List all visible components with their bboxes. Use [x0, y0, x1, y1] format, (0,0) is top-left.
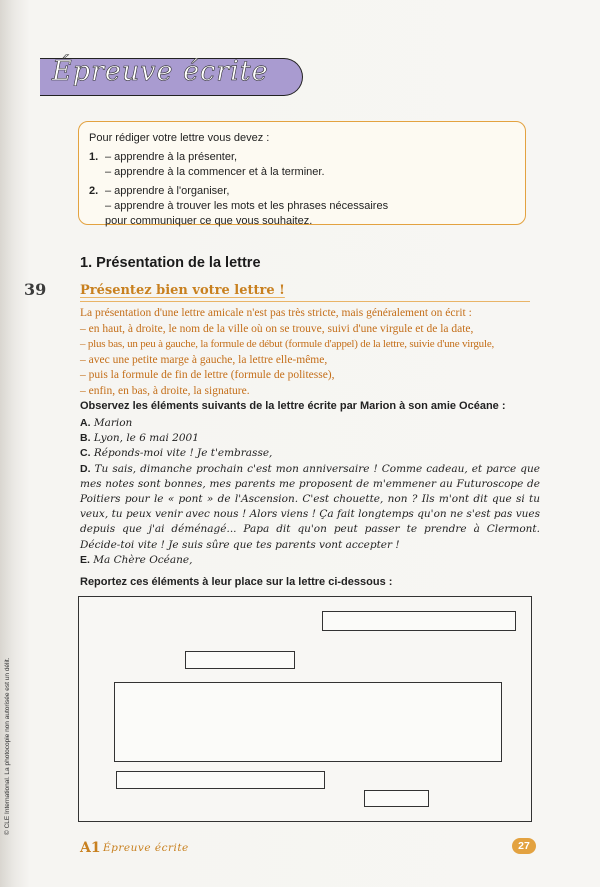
footer-label: Épreuve écrite	[103, 842, 189, 854]
report-instruction: Reportez ces éléments à leur place sur la lettre ci-dessous :	[80, 576, 393, 588]
letter-element	[80, 553, 540, 568]
slot-closing[interactable]	[116, 771, 325, 789]
exercise-number: 39	[24, 280, 47, 299]
instructions	[80, 306, 540, 399]
copyright-text: © CLE International. La photocopie non autorisée est un délit.	[4, 657, 11, 835]
instruction-line: – plus bas, un peu à gauche, la formule de début (formule d'appel) de la lettre, suivie d'une virgule,	[80, 338, 495, 350]
element-label: A.	[80, 417, 91, 429]
divider	[80, 301, 530, 302]
instruction-line: – enfin, en bas, à droite, la signature.	[80, 384, 250, 397]
intro-box	[78, 121, 526, 225]
letter-elements	[80, 416, 540, 568]
slot-signature[interactable]	[364, 790, 429, 807]
intro-item-number: 1.	[89, 151, 99, 163]
instruction-line: – puis la formule de fin de lettre (formule de politesse),	[80, 369, 335, 381]
letter-element	[80, 446, 540, 461]
intro-item-text: pour communiquer ce que vous souhaitez.	[105, 215, 313, 227]
letter-element	[80, 462, 540, 553]
intro-lead: Pour rédiger votre lettre vous devez :	[89, 132, 270, 144]
slot-city-date[interactable]	[322, 611, 516, 631]
element-label: D.	[80, 462, 91, 475]
copyright-note	[4, 625, 14, 835]
section-title: 1. Présentation de la lettre	[80, 255, 261, 271]
intro-item-text: – apprendre à l'organiser,	[105, 185, 230, 197]
instruction-line: La présentation d'une lettre amicale n'est pas très stricte, mais généralement on écrit :	[80, 307, 472, 319]
footer-level: A1	[80, 840, 101, 856]
intro-item-text: – apprendre à la commencer et à la terminer.	[105, 166, 325, 178]
intro-item-number: 2.	[89, 185, 99, 197]
element-label: E.	[80, 553, 90, 566]
element-text: Réponds-moi vite ! Je t'embrasse,	[93, 447, 273, 460]
intro-item-2	[89, 184, 525, 199]
element-text: Lyon, le 6 mai 2001	[93, 432, 199, 445]
letter-element	[80, 416, 540, 431]
observe-instruction: Observez les éléments suivants de la lettre écrite par Marion à son amie Océane :	[80, 400, 506, 412]
element-text: Marion	[93, 417, 133, 429]
page-number-badge: 27	[512, 838, 536, 854]
letter-element	[80, 431, 540, 446]
element-text: Tu sais, dimanche prochain c'est mon anniversaire ! Comme cadeau, et parce que mes notes sont bonnes, mes parents me proposent de m'emmener au Futuroscope de Poitiers pour le « pont » de l'Ascension. C'est chouette, non ? Ils m'ont dit que si tu veux, tu peux venir avec nous ! Alors viens ! Ça fait longtemps qu'on ne s'est pas vues depuis que j'ai déménagé... Papa dit qu'on peut passer te prendre à Clermont. Décide-toi vite ! Je suis sûre que tes parents vont accepter !	[80, 462, 541, 551]
instruction-line: – avec une petite marge à gauche, la lettre elle-même,	[80, 353, 328, 366]
element-label: C.	[80, 447, 91, 460]
instruction-line: – en haut, à droite, le nom de la ville où on se trouve, suivi d'une virgule et de la date,	[80, 322, 474, 335]
intro-item-text: – apprendre à trouver les mots et les phrases nécessaires	[105, 200, 389, 212]
banner-title: Épreuve écrite	[52, 56, 269, 87]
exercise-title: Présentez bien votre lettre !	[80, 283, 285, 298]
element-label: B.	[80, 432, 91, 445]
intro-item-1	[89, 150, 525, 165]
slot-body[interactable]	[114, 682, 502, 762]
element-text: Ma Chère Océane,	[93, 553, 193, 566]
slot-opening[interactable]	[185, 651, 295, 669]
intro-item-text: – apprendre à la présenter,	[105, 151, 238, 163]
